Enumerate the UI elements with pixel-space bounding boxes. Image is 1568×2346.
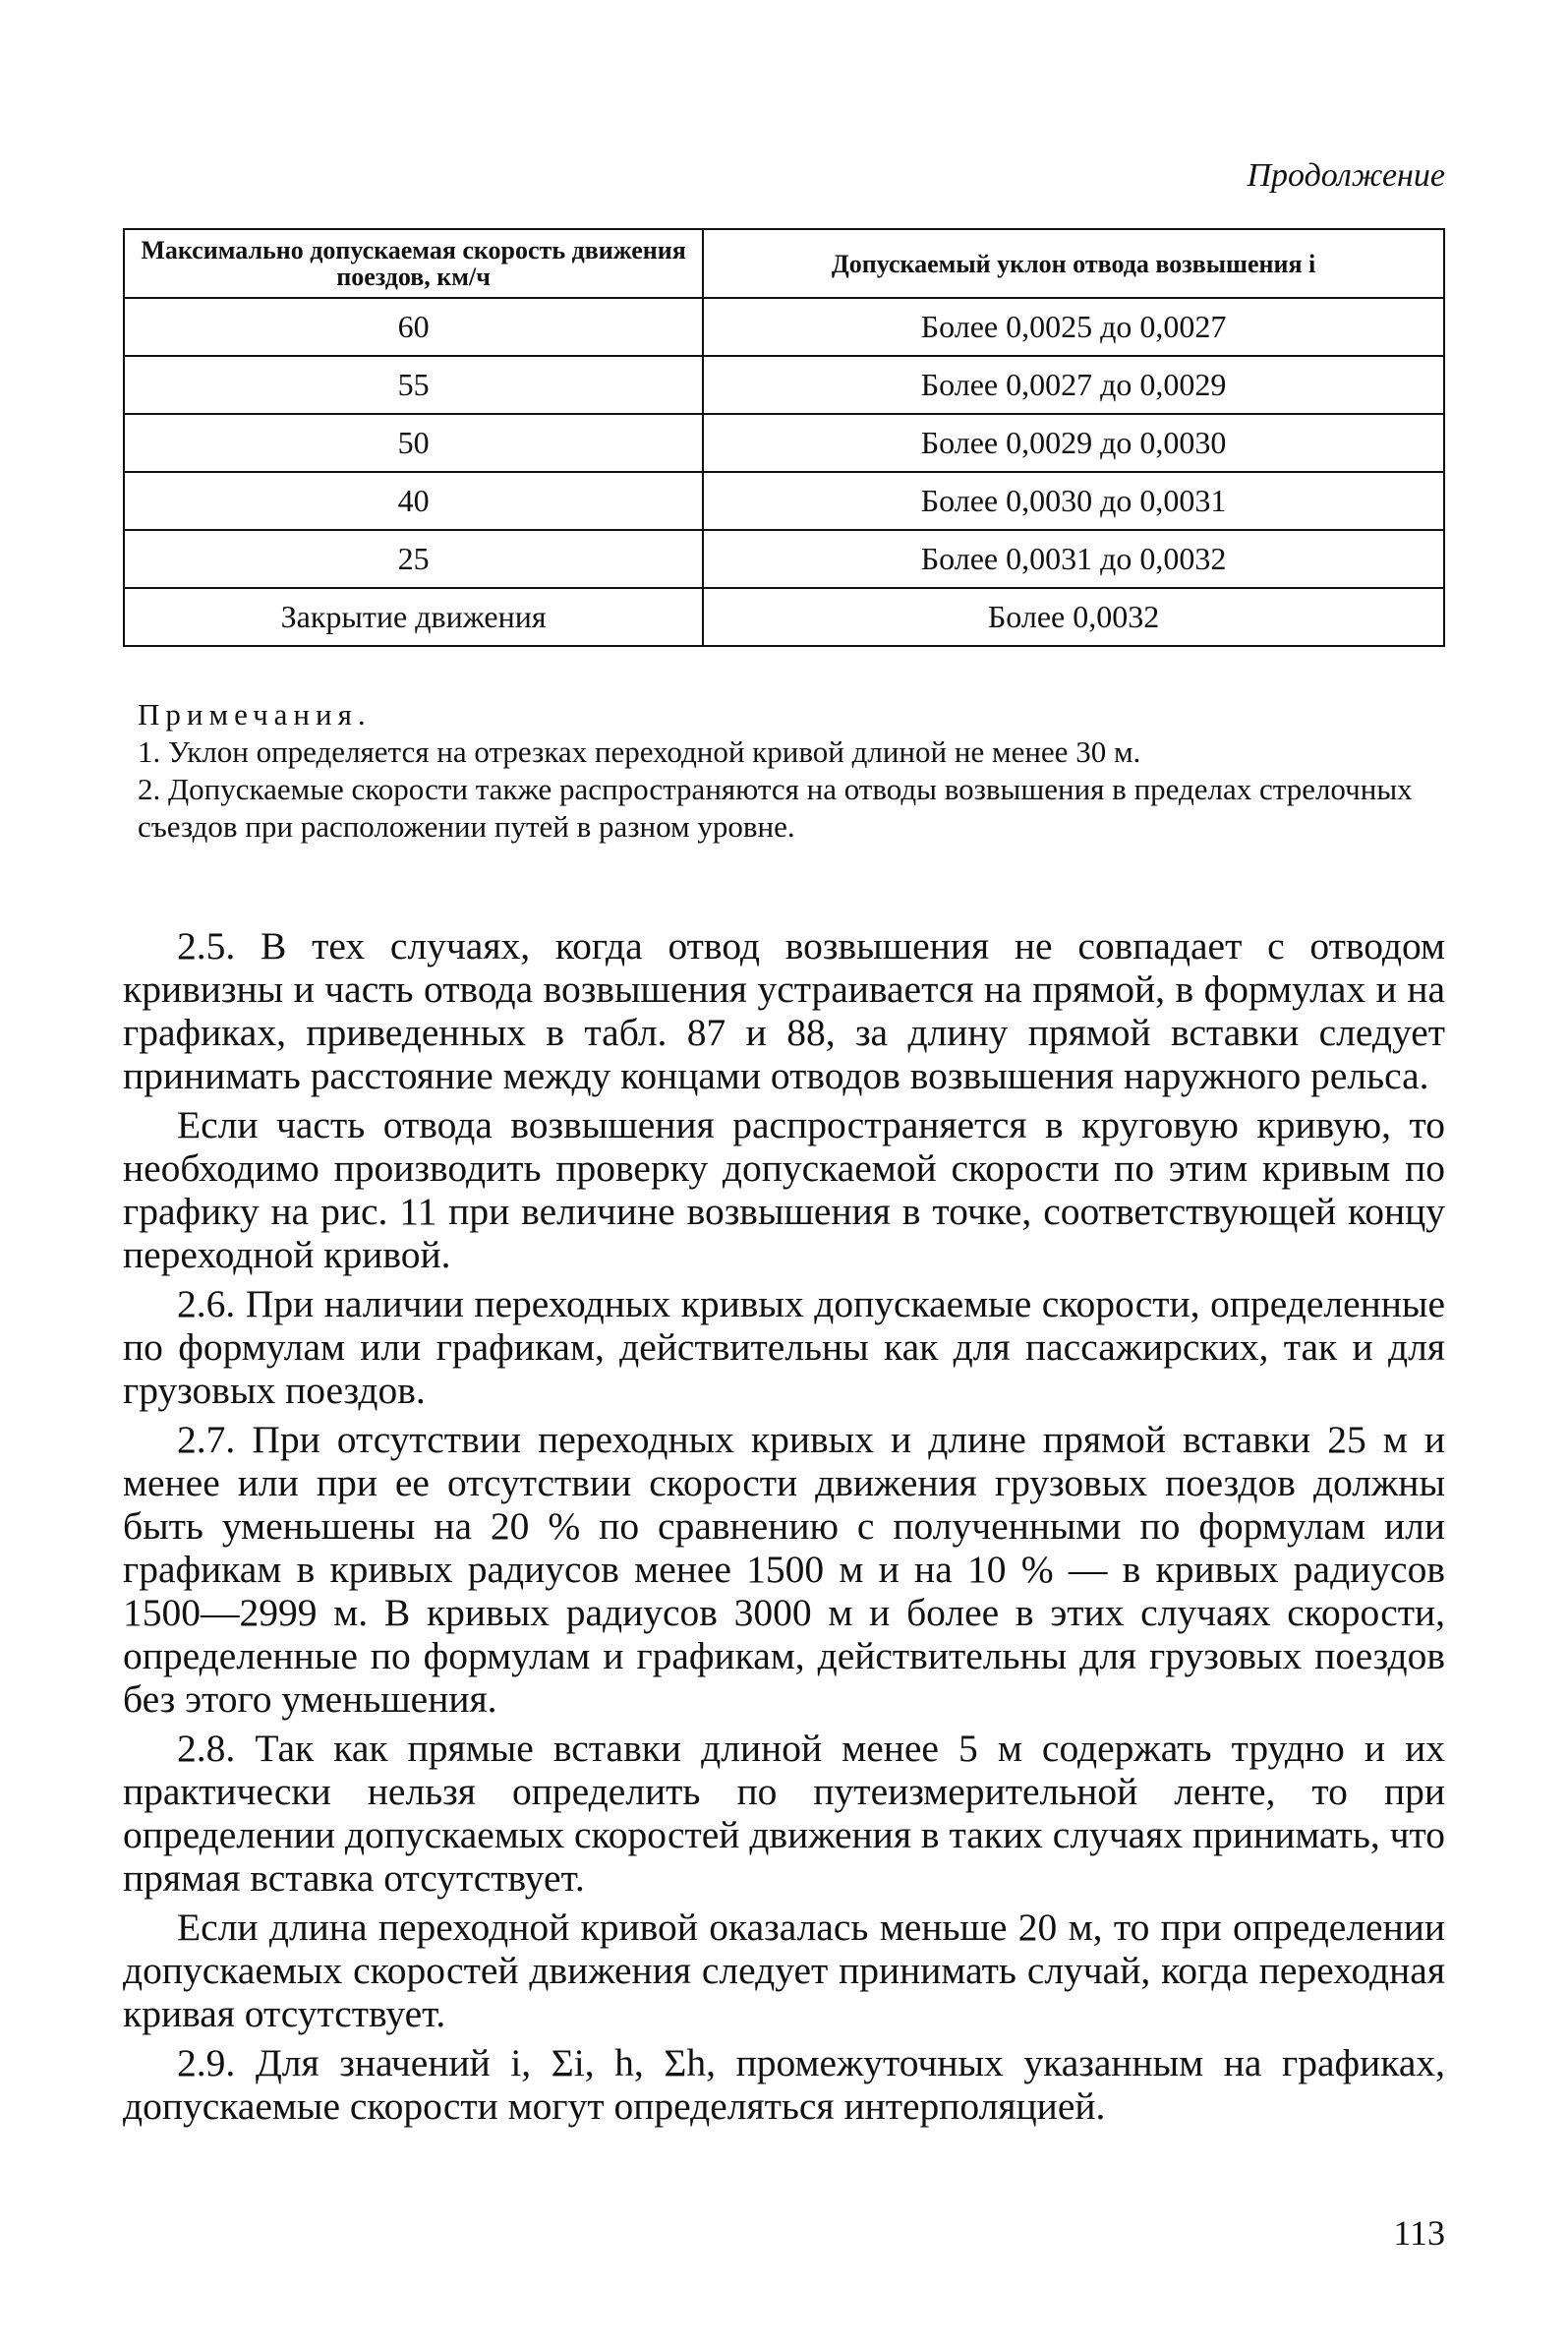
speed-cell: 40: [124, 472, 703, 530]
slope-cell: Более 0,0031 до 0,0032: [703, 530, 1444, 588]
slope-cell: Более 0,0027 до 0,0029: [703, 356, 1444, 414]
table-notes: [138, 696, 1435, 846]
paragraph: Если часть отвода возвышения распространяется в круговую кривую, то необходимо производить проверку допускаемой скорости по этим кривым по графику на рис. 11 при величине возвышения в точке, соответствующей концу переходной кривой.: [123, 1103, 1445, 1276]
table-header-row: [124, 229, 1444, 298]
speed-slope-table: [123, 228, 1445, 647]
paragraph: 2.9. Для значений i, Σi, h, Σh, промежуточных указанным на графиках, допускаемые скорости могут определяться интерполяцией.: [123, 2041, 1445, 2128]
page-number: 113: [1393, 2213, 1445, 2253]
speed-cell: 25: [124, 530, 703, 588]
paragraph: 2.7. При отсутствии переходных кривых и длине прямой вставки 25 м и менее или при ее отсутствии скорости движения грузовых поездов должны быть уменьшены на 20 % по сравнению с полученными по формулам или графикам в кривых радиусов менее 1500 м и на 10 % — в кривых радиусов 1500—2999 м. В кривых радиусов 3000 м и более в этих случаях скорости, определенные по формулам и графикам, действительны для грузовых поездов без этого уменьшения.: [123, 1418, 1445, 1721]
table-row: [124, 588, 1444, 646]
table-row: [124, 472, 1444, 530]
speed-cell: 50: [124, 414, 703, 472]
paragraph: 2.8. Так как прямые вставки длиной менее 5 м содержать трудно и их практически нельзя определить по путеизмерительной ленте, то при определении допускаемых скоростей движения в таких случаях принимать, что прямая вставка отсутствует.: [123, 1727, 1445, 1900]
column-header-speed: Максимально допускаемая скорость движения поездов, км/ч: [124, 229, 703, 298]
slope-cell: Более 0,0029 до 0,0030: [703, 414, 1444, 472]
table-row: [124, 530, 1444, 588]
paragraph: Если длина переходной кривой оказалась меньше 20 м, то при определении допускаемых скоростей движения следует принимать случай, когда переходная кривая отсутствует.: [123, 1906, 1445, 2035]
continuation-label: Продолжение: [1247, 157, 1445, 194]
paragraph: 2.5. В тех случаях, когда отвод возвышения не совпадает с отводом кривизны и часть отвода возвышения устраивается на прямой, в формулах и на графиках, приведенных в табл. 87 и 88, за длину прямой вставки следует принимать расстояние между концами отводов возвышения наружного рельса.: [123, 924, 1445, 1097]
note-item: 2. Допускаемые скорости также распространяются на отводы возвышения в пределах стрелочных съездов при расположении путей в разном уровне.: [138, 772, 1413, 844]
speed-cell: 60: [124, 298, 703, 356]
slope-cell: Более 0,0030 до 0,0031: [703, 472, 1444, 530]
column-header-slope: Допускаемый уклон отвода возвышения i: [703, 229, 1444, 298]
speed-cell: Закрытие движения: [124, 588, 703, 646]
table-row: [124, 414, 1444, 472]
notes-heading: Примечания.: [138, 697, 372, 732]
table-row: [124, 356, 1444, 414]
slope-cell: Более 0,0032: [703, 588, 1444, 646]
paragraph: 2.6. При наличии переходных кривых допускаемые скорости, определенные по формулам или графикам, действительны как для пассажирских, так и для грузовых поездов.: [123, 1282, 1445, 1412]
table-row: [124, 298, 1444, 356]
note-item: 1. Уклон определяется на отрезках переходной кривой длиной не менее 30 м.: [138, 734, 1141, 769]
slope-cell: Более 0,0025 до 0,0027: [703, 298, 1444, 356]
body-text: [123, 924, 1445, 2134]
speed-cell: 55: [124, 356, 703, 414]
